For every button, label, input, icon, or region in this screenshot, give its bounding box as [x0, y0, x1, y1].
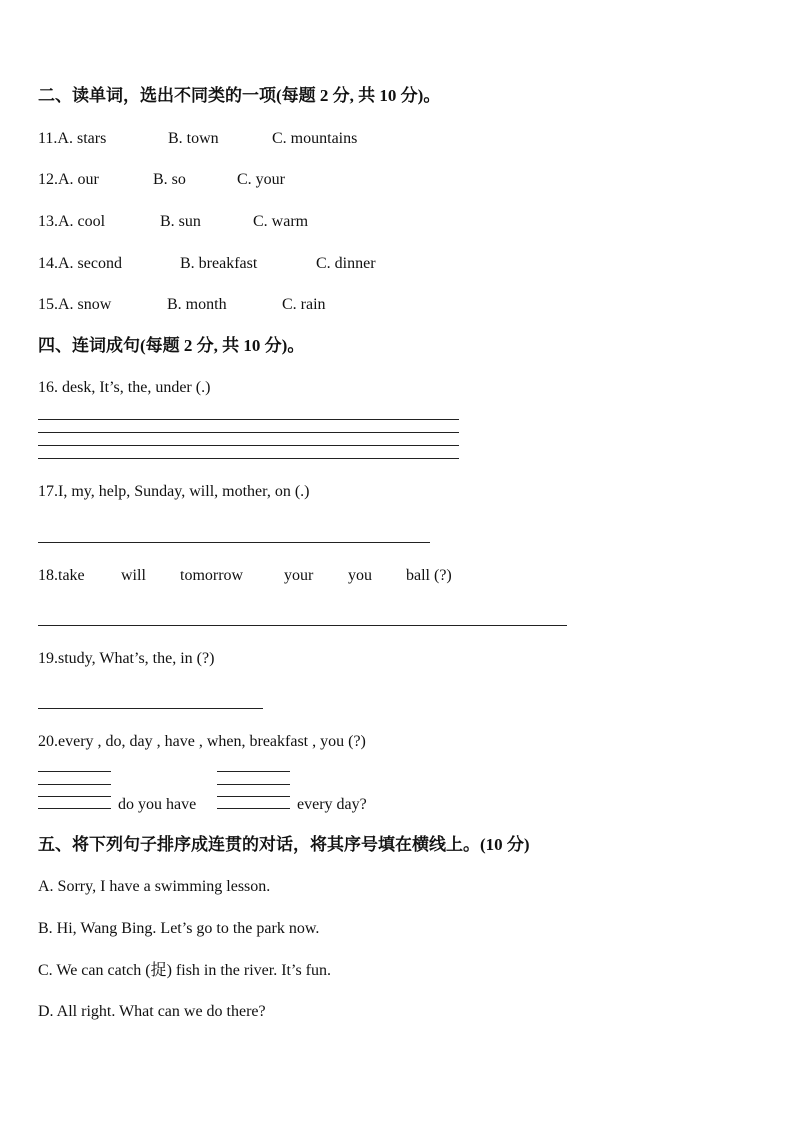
option-c: C. your	[237, 171, 285, 188]
option-c: C. dinner	[316, 255, 376, 272]
answer-line[interactable]	[38, 458, 459, 459]
fill-blank[interactable]	[217, 784, 290, 785]
option-a: A. cool	[58, 213, 106, 230]
answer-line[interactable]	[38, 625, 567, 626]
option-b: B. so	[153, 171, 186, 188]
question-20: 20.every , do, day , have , when, breakfast , you (?)	[38, 733, 366, 750]
section-heading-2: 二、读单词，选出不同类的一项(每题 2 分, 共 10 分)。	[38, 86, 441, 105]
question-14	[38, 254, 376, 274]
answer-line[interactable]	[38, 419, 459, 420]
option-c: C. rain	[282, 296, 326, 313]
fill-text-end: every day?	[297, 796, 367, 813]
option-b: B. town	[168, 130, 219, 147]
fill-blank[interactable]	[38, 808, 111, 809]
question-number: 14.	[38, 255, 58, 272]
answer-line[interactable]	[38, 445, 459, 446]
question-17: 17.I, my, help, Sunday, will, mother, on (.)	[38, 483, 310, 500]
word: will	[121, 567, 146, 584]
answer-line[interactable]	[38, 708, 263, 709]
option-a: A. snow	[58, 296, 112, 313]
option-c: C. warm	[253, 213, 309, 230]
question-19: 19.study, What’s, the, in (?)	[38, 650, 215, 667]
fill-blank[interactable]	[38, 796, 111, 797]
answer-line[interactable]	[38, 542, 430, 543]
option-c: C. mountains	[272, 130, 358, 147]
section-heading-5: 五、将下列句子排序成连贯的对话，将其序号填在横线上。(10 分)	[38, 835, 530, 854]
question-number: 15.	[38, 296, 58, 313]
option-a: A. our	[58, 171, 99, 188]
question-13	[38, 212, 309, 232]
fill-blank[interactable]	[217, 771, 290, 772]
question-number: 11.	[38, 130, 58, 147]
fill-blank[interactable]	[217, 796, 290, 797]
section-heading-4: 四、连词成句(每题 2 分, 共 10 分)。	[38, 336, 305, 355]
question-number: 12.	[38, 171, 58, 188]
answer-line[interactable]	[38, 432, 459, 433]
word: your	[284, 567, 314, 584]
word: ball (?)	[406, 567, 452, 584]
dialogue-line-b: B. Hi, Wang Bing. Let’s go to the park now.	[38, 920, 320, 937]
fill-blank[interactable]	[38, 771, 111, 772]
question-number: 13.	[38, 213, 58, 230]
option-b: B. month	[167, 296, 227, 313]
question-16: 16. desk, It’s, the, under (.)	[38, 379, 211, 396]
fill-text-mid: do you have	[118, 796, 197, 813]
word: you	[348, 567, 372, 584]
option-b: B. sun	[160, 213, 201, 230]
option-b: B. breakfast	[180, 255, 258, 272]
option-a: A. second	[58, 255, 122, 272]
option-a: A. stars	[57, 130, 107, 147]
fill-blank[interactable]	[38, 784, 111, 785]
word: 18.take	[38, 567, 85, 584]
word: tomorrow	[180, 567, 244, 584]
question-12	[38, 170, 285, 190]
fill-blank[interactable]	[217, 808, 290, 809]
dialogue-line-c: C. We can catch (捉) fish in the river. It’s fun.	[38, 962, 332, 979]
question-11	[38, 129, 358, 149]
dialogue-line-d: D. All right. What can we do there?	[38, 1003, 266, 1020]
dialogue-line-a: A. Sorry, I have a swimming lesson.	[38, 878, 271, 895]
question-15	[38, 295, 326, 315]
